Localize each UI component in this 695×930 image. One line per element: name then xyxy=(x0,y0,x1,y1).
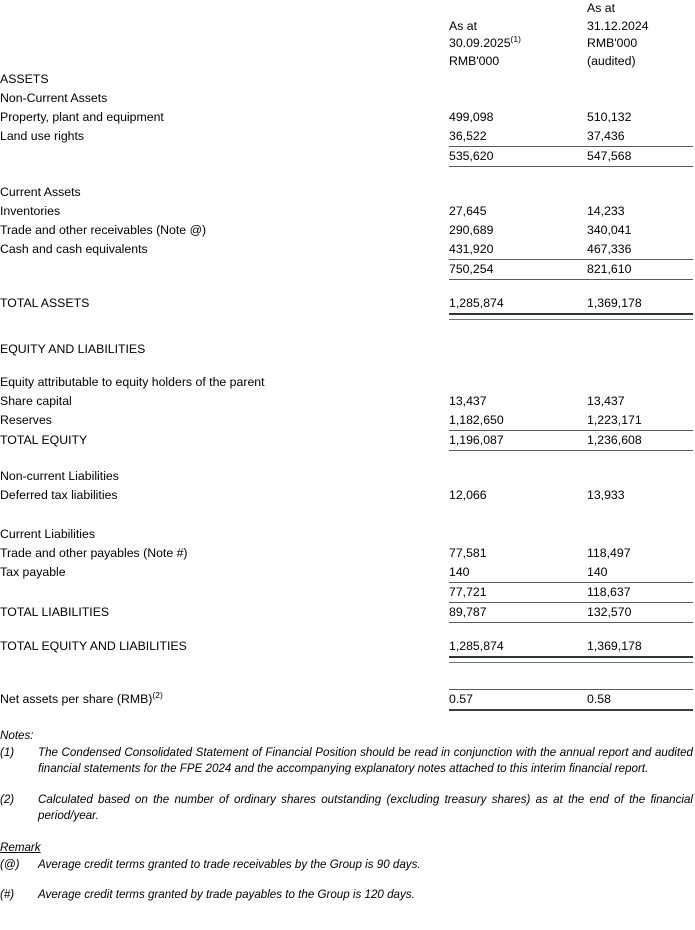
total-equity-col2: 1,236,608 xyxy=(587,433,642,447)
row-value-payables-col1: 77,581 xyxy=(449,546,487,560)
table-row xyxy=(0,202,693,221)
table-row xyxy=(0,127,693,146)
subtotal-nca-col2: 547,568 xyxy=(587,149,632,163)
row-net-assets-per-share xyxy=(0,690,693,709)
row-value-payables-col2: 118,497 xyxy=(587,546,631,560)
remark-text: Average credit terms granted to trade receivables by the Group is 90 days. xyxy=(38,858,421,872)
row-value-inventories-col1: 27,645 xyxy=(449,204,487,218)
equity-attributable-title: Equity attributable to equity holders of the parent xyxy=(0,375,265,389)
row-value-land-col1: 36,522 xyxy=(449,129,487,143)
table-row xyxy=(0,108,693,127)
row-value-tax-payable-col1: 140 xyxy=(449,565,470,579)
row-label-trade-receivables: Trade and other receivables (Note @) xyxy=(0,223,207,237)
table-header-row xyxy=(0,0,693,70)
total-assets-label: TOTAL ASSETS xyxy=(0,296,90,310)
row-label-deferred-tax: Deferred tax liabilities xyxy=(0,488,118,502)
assets-title: ASSETS xyxy=(0,72,49,86)
total-liabilities-col2: 132,570 xyxy=(587,605,632,619)
net-assets-col1: 0.57 xyxy=(449,692,473,706)
row-label-cash: Cash and cash equivalents xyxy=(0,242,148,256)
net-assets-footnote-marker: (2) xyxy=(152,689,163,700)
table-row xyxy=(0,221,693,240)
double-rule xyxy=(449,313,693,320)
row-value-reserves-col2: 1,223,171 xyxy=(587,413,642,427)
section-heading-equity-attributable xyxy=(0,373,693,392)
header-col1-footnote-marker: (1) xyxy=(510,33,521,44)
spacer xyxy=(0,663,693,683)
thick-rule xyxy=(449,709,693,711)
row-label-land-use-rights: Land use rights xyxy=(0,129,85,143)
rule-double-total-equity-liabilities xyxy=(0,656,693,663)
spacer xyxy=(0,280,693,294)
row-value-receivables-col2: 340,041 xyxy=(587,223,632,237)
spacer xyxy=(0,505,693,525)
total-assets-col2: 1,369,178 xyxy=(587,296,642,310)
row-value-receivables-col1: 290,689 xyxy=(449,223,494,237)
row-value-inventories-col2: 14,233 xyxy=(587,204,625,218)
spacer xyxy=(0,776,693,790)
current-liabilities-title: Current Liabilities xyxy=(0,527,96,541)
row-value-tax-payable-col2: 140 xyxy=(587,565,608,579)
remark-marker: (@) xyxy=(0,858,20,872)
rule-double-total-assets xyxy=(0,313,693,320)
section-heading-current-liabilities xyxy=(0,525,693,544)
section-heading-assets xyxy=(0,70,693,89)
row-value-deferred-tax-col1: 12,066 xyxy=(449,488,487,502)
total-equity-label: TOTAL EQUITY xyxy=(0,433,88,447)
note-marker: (2) xyxy=(0,793,15,807)
double-rule xyxy=(449,656,693,663)
row-value-deferred-tax-col2: 13,933 xyxy=(587,488,625,502)
equity-liabilities-title: EQUITY AND LIABILITIES xyxy=(0,342,146,356)
subtotal-cl-col1: 77,721 xyxy=(449,585,487,599)
notes-title: Notes: xyxy=(0,729,34,742)
current-assets-title: Current Assets xyxy=(0,185,81,199)
header-col2-line1: As at xyxy=(587,1,616,15)
section-heading-current-assets xyxy=(0,183,693,202)
subtotal-ca-col1: 750,254 xyxy=(449,262,494,276)
table-row xyxy=(0,240,693,259)
total-equity-col1: 1,196,087 xyxy=(449,433,504,447)
header-col2-line2: 31.12.2024 xyxy=(587,18,649,33)
header-col-1 xyxy=(449,0,555,70)
row-label-share-capital: Share capital xyxy=(0,394,72,408)
row-value-ppe-col2: 510,132 xyxy=(587,110,632,124)
row-value-reserves-col1: 1,182,650 xyxy=(449,413,504,427)
header-col1-line2: 30.09.2025$^{(1)}$ xyxy=(449,33,521,50)
non-current-assets-title: Non-Current Assets xyxy=(0,91,108,105)
total-liabilities-col1: 89,787 xyxy=(449,605,487,619)
non-current-liabilities-title: Non-current Liabilities xyxy=(0,469,119,483)
spacer xyxy=(0,359,693,373)
total-row-total-assets xyxy=(0,294,693,313)
header-col1-line1: As at xyxy=(449,18,478,33)
subtotal-nca-col1: 535,620 xyxy=(449,149,494,163)
header-gap xyxy=(555,0,587,70)
total-row-total-equity xyxy=(0,431,693,450)
total-assets-col1: 1,285,874 xyxy=(449,296,504,310)
section-heading-non-current-liabilities xyxy=(0,467,693,486)
table-row xyxy=(0,486,693,505)
total-liabilities-label: TOTAL LIABILITIES xyxy=(0,605,110,619)
spacer xyxy=(0,167,693,183)
total-equity-liabilities-col1: 1,285,874 xyxy=(449,639,504,653)
row-label-tax-payable: Tax payable xyxy=(0,565,66,579)
row-value-cash-col1: 431,920 xyxy=(449,242,494,256)
header-col-2 xyxy=(587,0,693,70)
total-equity-liabilities-label: TOTAL EQUITY AND LIABILITIES xyxy=(0,639,187,653)
subtotal-cl-col2: 118,637 xyxy=(587,585,631,599)
section-heading-non-current-assets xyxy=(0,89,693,108)
header-col2-line3: RMB'000 xyxy=(587,36,638,50)
header-col2-line4: (audited) xyxy=(587,53,636,68)
spacer xyxy=(0,451,693,467)
spacer xyxy=(0,623,693,637)
notes-section xyxy=(0,728,693,902)
total-row-total-liabilities xyxy=(0,603,693,622)
remark-title: Remark xyxy=(0,841,41,855)
subtotal-ca-col2: 821,610 xyxy=(587,262,632,276)
spacer xyxy=(0,320,693,340)
note-text: Calculated based on the number of ordinary shares outstanding (excluding treasury shares) as at the end of the financial period/year. xyxy=(38,793,693,822)
total-equity-liabilities-col2: 1,369,178 xyxy=(587,639,642,653)
row-value-share-capital-col1: 13,437 xyxy=(449,394,487,408)
note-marker: (1) xyxy=(0,746,15,760)
row-label-ppe: Property, plant and equipment xyxy=(0,110,164,124)
rule-below-net-assets xyxy=(0,709,693,711)
net-assets-per-share-label: Net assets per share (RMB)$^{(2)}$ xyxy=(0,689,163,706)
row-value-share-capital-col2: 13,437 xyxy=(587,394,625,408)
spacer xyxy=(0,873,693,885)
header-col1-line3: RMB'000 xyxy=(449,53,500,68)
remark-item xyxy=(0,887,693,902)
note-text: The Condensed Consolidated Statement of Financial Position should be read in conjunction with the annual report and audited financial statements for the FPE 2024 and the accompanying explanatory notes attached to this interim financial report. xyxy=(38,746,693,775)
note-item xyxy=(0,792,693,823)
net-assets-col2: 0.58 xyxy=(587,692,611,706)
row-label-reserves: Reserves xyxy=(0,413,52,427)
header-blank xyxy=(0,0,449,70)
row-value-cash-col2: 467,336 xyxy=(587,242,632,256)
row-value-land-col2: 37,436 xyxy=(587,129,625,143)
remark-text: Average credit terms granted by trade payables to the Group is 120 days. xyxy=(38,887,415,901)
row-value-ppe-col1: 499,098 xyxy=(449,110,494,124)
remark-marker: (#) xyxy=(0,887,15,901)
subtotal-row-current-assets xyxy=(0,260,693,279)
table-row xyxy=(0,411,693,430)
table-row xyxy=(0,392,693,411)
table-row xyxy=(0,544,693,563)
row-label-inventories: Inventories xyxy=(0,204,61,218)
note-item xyxy=(0,745,693,776)
table-row xyxy=(0,563,693,582)
remark-item xyxy=(0,857,693,872)
row-label-trade-payables: Trade and other payables (Note #) xyxy=(0,546,188,560)
total-row-total-equity-liabilities xyxy=(0,637,693,656)
section-heading-equity-liabilities xyxy=(0,340,693,359)
subtotal-row-current-liabilities xyxy=(0,583,693,602)
subtotal-row-non-current-assets xyxy=(0,147,693,166)
